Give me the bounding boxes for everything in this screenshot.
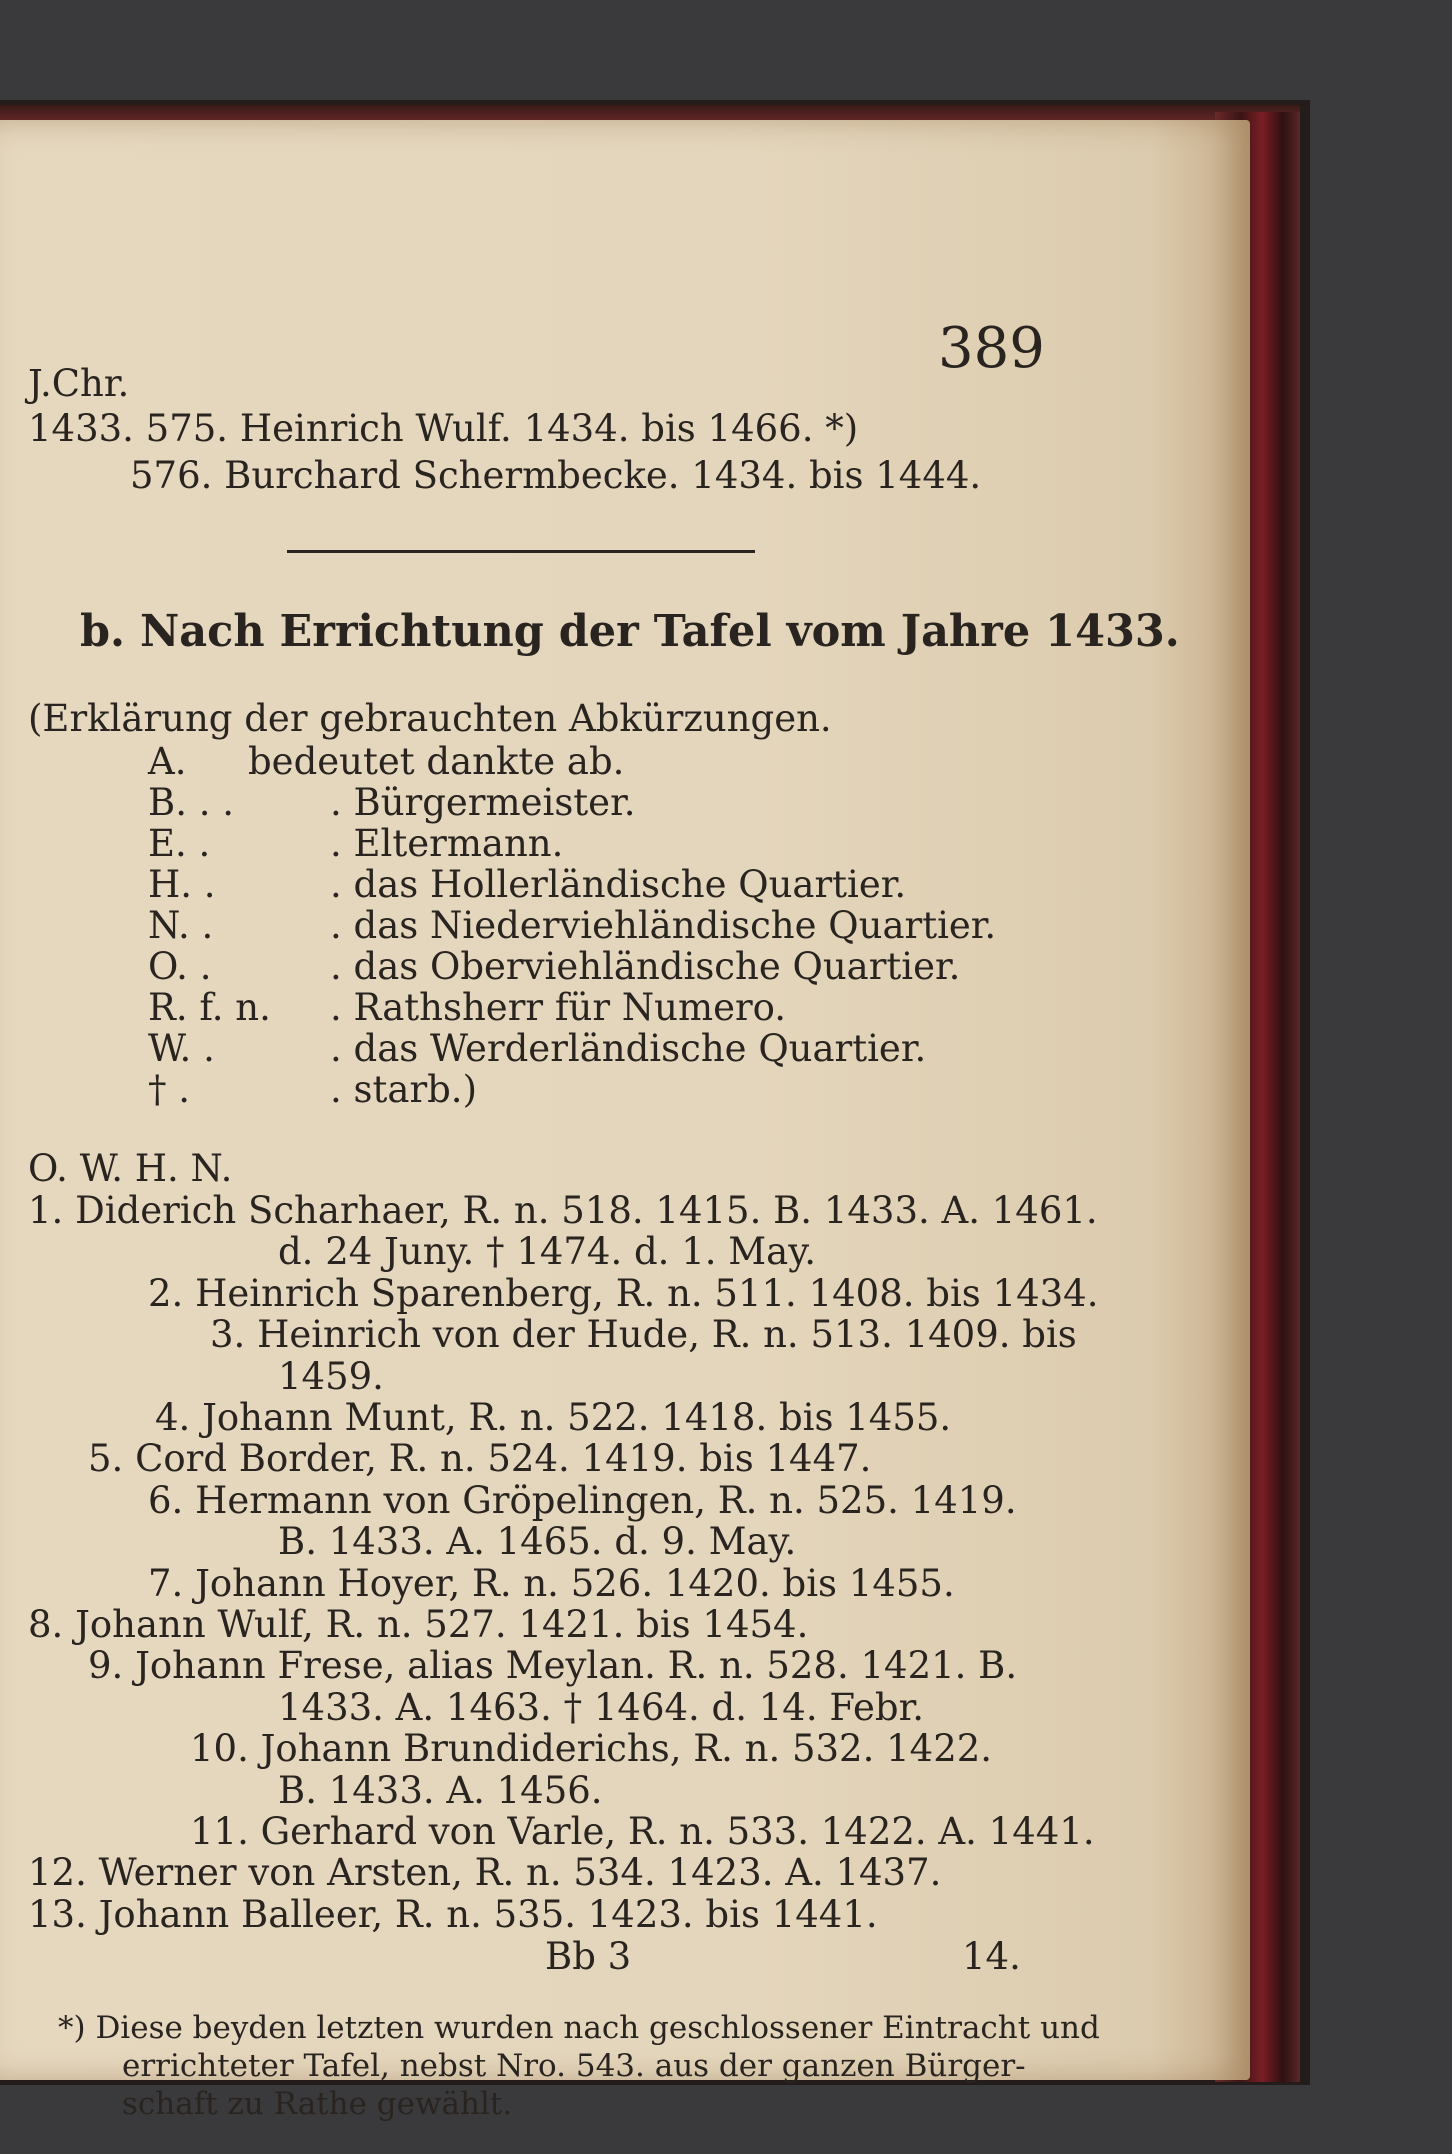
catchword: 14.: [962, 1935, 1021, 1978]
page-number: 389: [938, 316, 1045, 381]
council-entry: 3. Heinrich von der Hude, R. n. 513. 1409. bis: [210, 1313, 1077, 1356]
abbreviation-value: . Eltermann.: [330, 822, 564, 865]
council-entry: B. 1433. A. 1465. d. 9. May.: [278, 1520, 797, 1563]
abbreviation-value: . das Hollerländische Quartier.: [330, 863, 907, 906]
top-entry: 576. Burchard Schermbecke. 1434. bis 1444.: [130, 454, 982, 497]
council-entry: 8. Johann Wulf, R. n. 527. 1421. bis 1454.: [28, 1603, 809, 1646]
council-entry: 1. Diderich Scharhaer, R. n. 518. 1415. B. 1433. A. 1461.: [28, 1189, 1098, 1232]
abbreviation-key: A.: [148, 740, 187, 783]
abbreviation-value: . das Werderländische Quartier.: [330, 1027, 927, 1070]
council-entry: 7. Johann Hoyer, R. n. 526. 1420. bis 1455.: [148, 1562, 955, 1605]
header-label: J.Chr.: [28, 362, 130, 405]
abbreviation-key: R. f. n.: [148, 986, 271, 1029]
council-entry: B. 1433. A. 1456.: [278, 1769, 603, 1812]
signature-mark: Bb 3: [545, 1935, 632, 1978]
council-entry: 6. Hermann von Gröpelingen, R. n. 525. 1419.: [148, 1479, 1017, 1522]
council-entry: 11. Gerhard von Varle, R. n. 533. 1422. A. 1441.: [190, 1810, 1095, 1853]
council-entry: 9. Johann Frese, alias Meylan. R. n. 528. 1421. B.: [88, 1644, 1018, 1687]
section-divider: [287, 550, 755, 553]
footnote-line: *) Diese beyden letzten wurden nach geschlossener Eintracht und: [58, 2010, 1100, 2046]
abbreviation-value: bedeutet dankte ab.: [248, 740, 625, 783]
abbreviation-key: W. .: [148, 1027, 215, 1070]
footnote-line: schaft zu Rathe gewählt.: [122, 2086, 513, 2122]
abbreviation-key: B. . .: [148, 781, 234, 824]
section-heading: b. Nach Errichtung der Tafel vom Jahre 1433.: [80, 606, 1180, 657]
abbreviation-value: . das Oberviehländische Quartier.: [330, 945, 961, 988]
abbreviation-key: O. .: [148, 945, 212, 988]
council-entry: 2. Heinrich Sparenberg, R. n. 511. 1408. bis 1434.: [148, 1272, 1099, 1315]
council-entry: 1433. A. 1463. † 1464. d. 14. Febr.: [278, 1686, 924, 1729]
council-entry: 5. Cord Border, R. n. 524. 1419. bis 1447.: [88, 1437, 872, 1480]
book-page: [0, 120, 1250, 2122]
council-entry: d. 24 Juny. † 1474. d. 1. May.: [278, 1230, 816, 1273]
council-entry: 10. Johann Brundiderichs, R. n. 532. 1422.: [190, 1727, 993, 1770]
abbreviation-key: † .: [148, 1068, 191, 1111]
council-entry: 12. Werner von Arsten, R. n. 534. 1423. A. 1437.: [28, 1851, 942, 1894]
abbreviation-value: . das Niederviehländische Quartier.: [330, 904, 997, 947]
abbreviations-intro: (Erklärung der gebrauchten Abkürzungen.: [28, 697, 832, 740]
council-entry: 4. Johann Munt, R. n. 522. 1418. bis 1455.: [155, 1396, 952, 1439]
council-entry: 1459.: [278, 1355, 384, 1398]
quarters-line: O. W. H. N.: [28, 1147, 233, 1190]
abbreviation-value: . starb.): [330, 1068, 478, 1111]
abbreviation-value: . Rathsherr für Numero.: [330, 986, 787, 1029]
abbreviation-key: H. .: [148, 863, 216, 906]
abbreviation-value: . Bürgermeister.: [330, 781, 636, 824]
top-entry: 1433. 575. Heinrich Wulf. 1434. bis 1466. *): [28, 407, 859, 450]
council-entry: 13. Johann Balleer, R. n. 535. 1423. bis 1441.: [28, 1893, 878, 1936]
abbreviation-key: N. .: [148, 904, 214, 947]
footnote-line: errichteter Tafel, nebst Nro. 543. aus der ganzen Bürger-: [122, 2048, 1026, 2084]
abbreviation-key: E. .: [148, 822, 211, 865]
